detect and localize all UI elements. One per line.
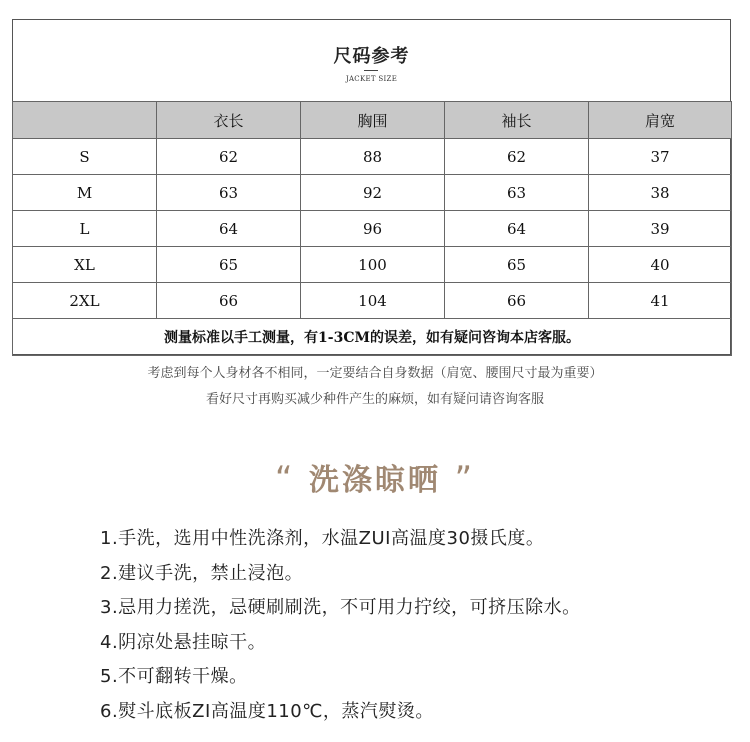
- table-row: [13, 175, 732, 211]
- table-cell: 96: [301, 211, 445, 247]
- table-cell: 64: [157, 211, 301, 247]
- table-cell: 66: [157, 283, 301, 319]
- table-cell: 100: [301, 247, 445, 283]
- size-tip-2: 看好尺寸再购买减少种件产生的麻烦，如有疑问请咨询客服: [205, 392, 544, 407]
- size-chart: [12, 19, 731, 355]
- size-chart-title: 尺码参考: [333, 46, 410, 67]
- table-row: [13, 139, 732, 175]
- size-chart-subtitle: JACKET SIZE: [345, 75, 398, 83]
- list-item: 5.不可翻转干燥。: [100, 666, 248, 687]
- table-cell: 41: [589, 283, 732, 319]
- table-cell: M: [13, 175, 157, 211]
- table-cell: 39: [589, 211, 732, 247]
- header-cell-shoulder: 肩宽: [589, 102, 732, 139]
- table-cell: 65: [157, 247, 301, 283]
- table-cell: 88: [301, 139, 445, 175]
- table-cell: 62: [157, 139, 301, 175]
- table-row: [13, 211, 732, 247]
- table-cell: 38: [589, 175, 732, 211]
- table-cell: S: [13, 139, 157, 175]
- table-row: [13, 283, 732, 319]
- table-cell: XL: [13, 247, 157, 283]
- header-cell-size: [13, 102, 157, 139]
- list-item: 4.阴凉处悬挂晾干。: [100, 631, 267, 653]
- table-cell: 40: [589, 247, 732, 283]
- list-item: 1.手洗，选用中性洗涤剂，水温ZUI高温度30摄氏度。: [100, 528, 545, 549]
- header-cell-sleeve: 袖长: [445, 102, 589, 139]
- size-tip-1: 考虑到每个人身材各不相同，一定要结合自身数据（肩宽、腰围尺寸最为重要）: [147, 366, 603, 381]
- list-item: 6.熨斗底板ZI高温度110℃，蒸汽熨烫。: [100, 700, 434, 722]
- measurement-note: 测量标准以手工测量，有1-3CM的误差，如有疑问咨询本店客服。: [13, 319, 732, 356]
- title-divider: [364, 70, 378, 71]
- table-cell: L: [13, 211, 157, 247]
- care-heading-text: 洗涤晾晒: [309, 463, 441, 498]
- table-cell: 63: [445, 175, 589, 211]
- list-item: 3.忌用力搓洗，忌硬刷刷洗，不可用力拧绞，可挤压除水。: [100, 597, 581, 618]
- table-row: [13, 247, 732, 283]
- table-cell: 64: [445, 211, 589, 247]
- table-note-row: [13, 319, 732, 356]
- table-cell: 66: [445, 283, 589, 319]
- list-item: 2.建议手洗，禁止浸泡。: [100, 562, 304, 584]
- table-cell: 65: [445, 247, 589, 283]
- care-instructions-list: [100, 526, 581, 733]
- table-cell: 63: [157, 175, 301, 211]
- size-chart-header: [13, 20, 730, 102]
- quote-close-mark: ”: [454, 459, 476, 499]
- table-cell: 37: [589, 139, 732, 175]
- table-cell: 2XL: [13, 283, 157, 319]
- header-cell-chest: 胸围: [301, 102, 445, 139]
- care-heading: [0, 455, 750, 499]
- table-header-row: [13, 102, 732, 139]
- table-cell: 104: [301, 283, 445, 319]
- size-table: [12, 101, 732, 356]
- quote-open-mark: “: [274, 459, 296, 499]
- table-cell: 92: [301, 175, 445, 211]
- table-cell: 62: [445, 139, 589, 175]
- header-cell-length: 衣长: [157, 102, 301, 139]
